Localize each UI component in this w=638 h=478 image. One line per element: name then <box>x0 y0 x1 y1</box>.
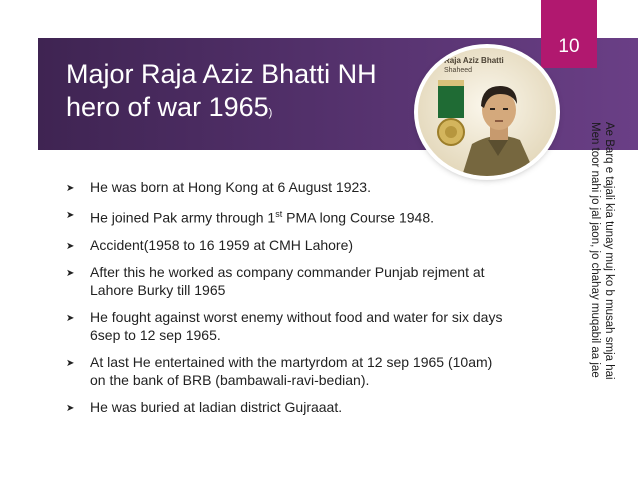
photo-caption <box>444 56 504 76</box>
title-suffix: ) <box>268 107 273 119</box>
title-line-2 <box>66 91 377 130</box>
title-line-1: Major Raja Aziz Bhatti NH <box>66 59 377 89</box>
bullet-text: After this he worked as company commander Punjab rejment at Lahore Burky till 1965 <box>90 263 485 298</box>
bullet-item <box>66 398 506 416</box>
arrow-bullet-icon: ➤ <box>66 267 75 279</box>
bullet-item <box>66 263 506 299</box>
bullet-item <box>66 178 506 196</box>
title-line-2-text: hero of war 1965 <box>66 92 269 122</box>
arrow-bullet-icon: ➤ <box>66 240 75 252</box>
bullet-list <box>66 178 506 425</box>
bullet-text: Accident(1958 to 16 1959 at CMH Lahore) <box>90 236 354 253</box>
bullet-item <box>66 353 506 389</box>
bullet-text: At last He entertained with the martyrdom at 12 sep 1965 (10am) on the bank of BRB (bambawali-ravi-bedian). <box>90 353 493 388</box>
photo-caption-name: Raja Aziz Bhatti <box>444 56 504 65</box>
vertical-poetry-line-2: Men toor nahi jo jal jaon, jo chahay muqabil aa jae <box>589 122 601 378</box>
vertical-poetry <box>572 122 616 432</box>
bullet-text: He was born at Hong Kong at 6 August 1923. <box>90 179 371 195</box>
slide-title <box>66 58 377 130</box>
portrait-photo <box>418 48 556 176</box>
bullet-text-pre: He joined Pak army through 1 <box>90 209 276 226</box>
bullet-item <box>66 205 506 227</box>
arrow-bullet-icon: ➤ <box>66 402 75 414</box>
arrow-bullet-icon: ➤ <box>66 357 75 369</box>
bullet-text: He was buried at ladian district Gujraaat. <box>90 398 343 415</box>
bullet-item <box>66 236 506 254</box>
photo-caption-title: Shaheed <box>444 67 473 74</box>
bullet-text: He fought against worst enemy without food and water for six days 6sep to 12 sep 1965. <box>90 308 503 343</box>
bullet-text-sup: st <box>275 209 283 219</box>
arrow-bullet-icon: ➤ <box>66 312 75 324</box>
bullet-item <box>66 308 506 344</box>
bullet-text-post: PMA long Course 1948. <box>282 209 434 226</box>
arrow-bullet-icon: ➤ <box>66 210 75 221</box>
arrow-bullet-icon: ➤ <box>66 183 75 194</box>
vertical-poetry-line-1: Ae Barq e tajali kia tunay muj ko b musah smja hai <box>603 122 615 380</box>
slide-number: 10 <box>558 36 580 57</box>
